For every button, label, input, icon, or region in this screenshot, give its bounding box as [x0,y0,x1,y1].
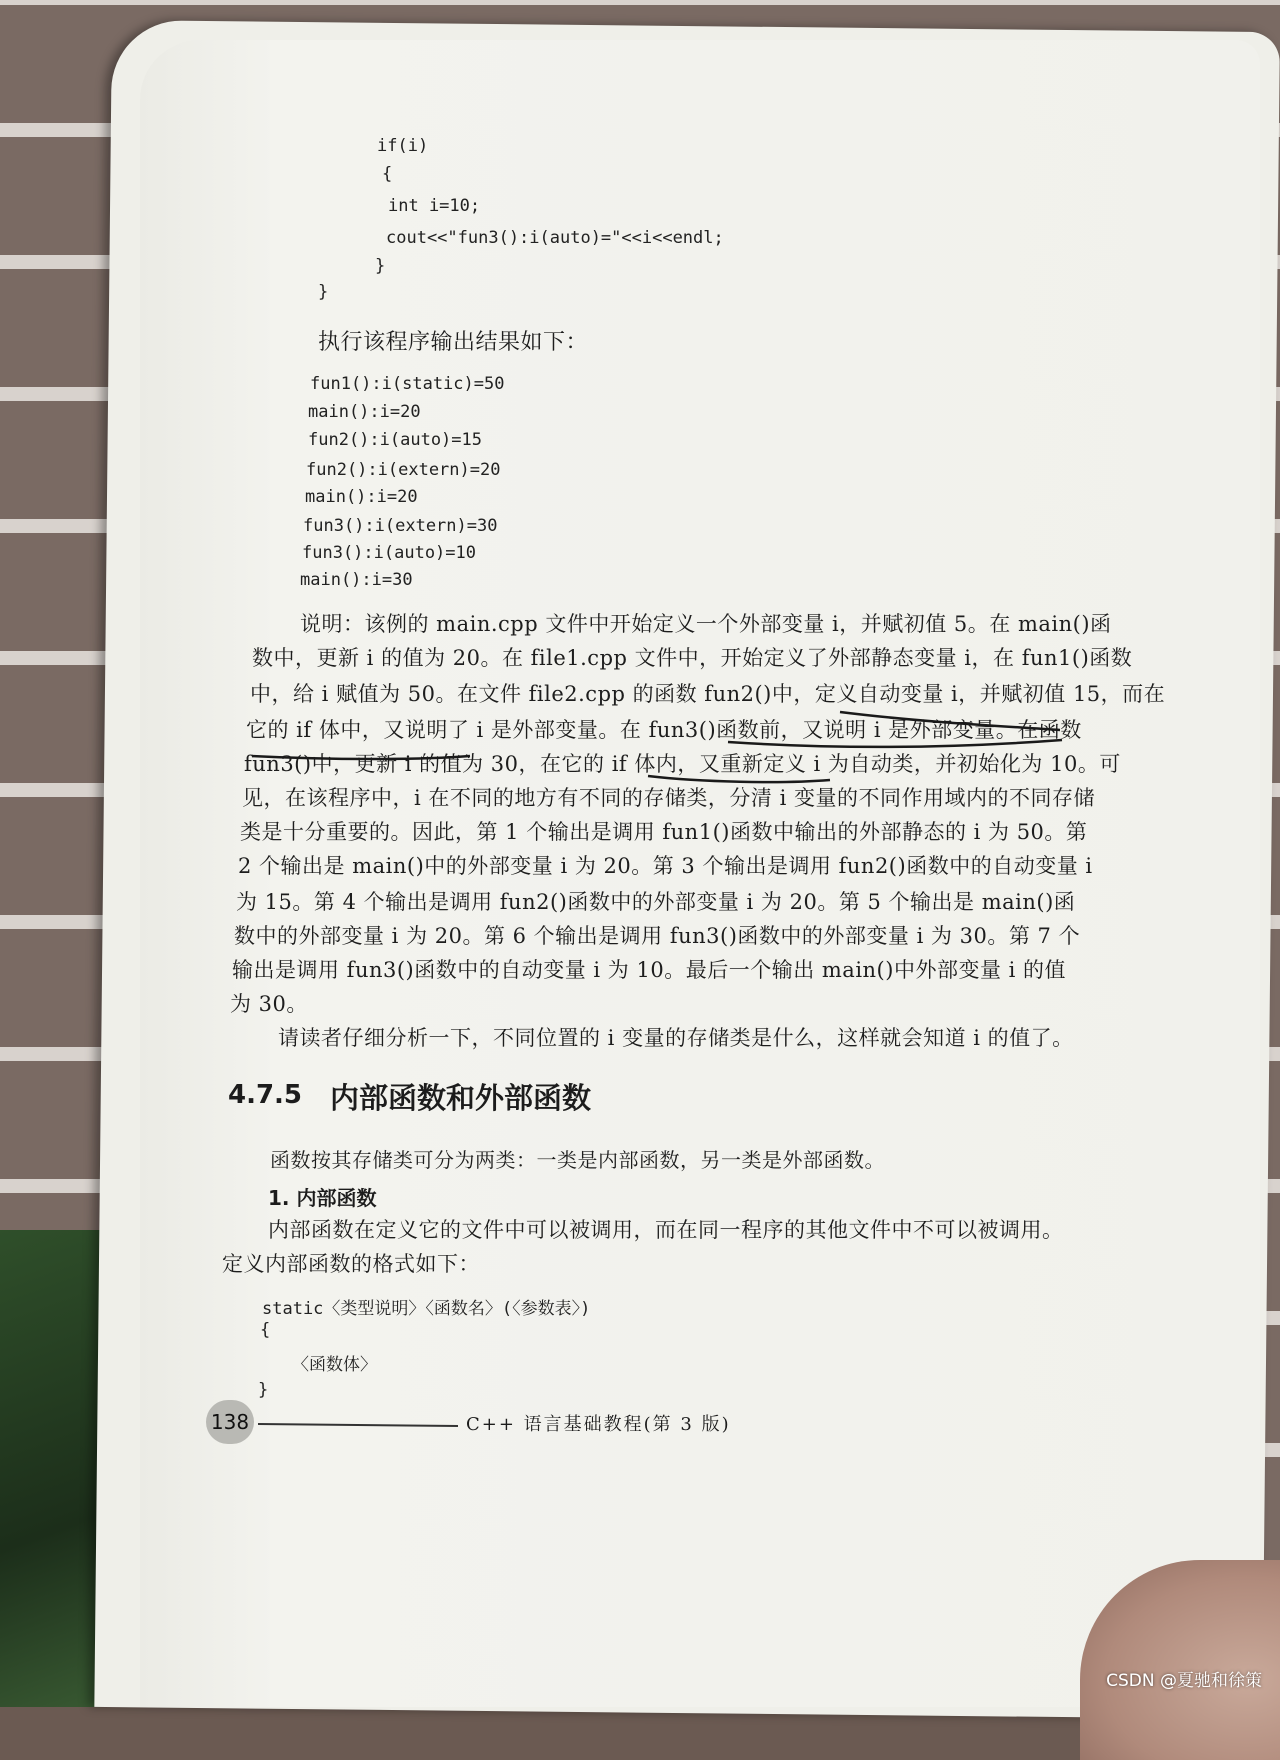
internal-desc-line: 内部函数在定义它的文件中可以被调用，而在同一程序的其他文件中不可以被调用。 [268,1218,1064,1242]
output-intro: 执行该程序输出结果如下： [318,330,589,355]
output-line: main():i=20 [308,402,421,422]
output-line: main():i=20 [305,487,418,507]
explanation-line: 2 个输出是 main()中的外部变量 i 为 20。第 3 个输出是调用 fun2()函数中的自动变量 i [238,854,1093,878]
code-line: } [318,282,329,302]
format-code-line: static〈类型说明〉〈函数名〉(〈参数表〉) [262,1299,591,1319]
output-line: fun2():i(extern)=20 [306,460,501,480]
explanation-line: 为 30。 [230,992,308,1016]
explanation-line: 它的 if 体中，又说明了 i 是外部变量。在 fun3()函数前，又说明 i 是外部变量。在函数 [246,718,1082,742]
subsection-title: 1. 内部函数 [268,1186,377,1210]
output-line: fun2():i(auto)=15 [308,430,482,450]
book-title: C++ 语言基础教程(第 3 版) [466,1414,731,1435]
code-line: if(i) [377,136,429,156]
code-line: cout<<"fun3():i(auto)="<<i<<endl; [386,228,724,248]
explanation-line: 为 15。第 4 个输出是调用 fun2()函数中的外部变量 i 为 20。第 5 个输出是 main()函 [236,890,1076,914]
explanation-line: 数中的外部变量 i 为 20。第 6 个输出是调用 fun3()函数中的外部变量 i 为 30。第 7 个 [234,924,1081,948]
footer-rule [258,1423,458,1427]
explanation-line: fun3()中，更新 i 的值为 30，在它的 if 体内，又重新定义 i 为自动类，并初始化为 10。可 [244,752,1121,776]
output-line: main():i=30 [300,570,413,590]
page-number-badge [206,1400,254,1444]
code-line: { [382,164,393,184]
explanation-line: 见，在该程序中，i 在不同的地方有不同的存储类，分清 i 变量的不同作用域内的不同存储 [242,786,1095,810]
section-intro: 函数按其存储类可分为两类：一类是内部函数，另一类是外部函数。 [270,1148,885,1172]
explanation-line: 类是十分重要的。因此，第 1 个输出是调用 fun1()函数中输出的外部静态的 i 为 50。第 [240,820,1088,844]
output-line: fun3():i(auto)=10 [302,543,476,563]
code-line: int i=10; [388,196,481,216]
explanation-line: 数中，更新 i 的值为 20。在 file1.cpp 文件中，开始定义了外部静态变量 i，在 fun1()函数 [252,646,1133,670]
explanation-line: 中，给 i 赋值为 50。在文件 file2.cpp 的函数 fun2()中，定义自动变量 i，并赋初值 15，而在 [250,682,1166,706]
output-line: fun3():i(extern)=30 [303,516,498,536]
internal-desc-line: 定义内部函数的格式如下： [222,1252,480,1276]
book-page [140,40,1260,1707]
watermark: CSDN @夏驰和徐策 [1106,1671,1262,1691]
reader-note: 请读者仔细分析一下，不同位置的 i 变量的存储类是什么，这样就会知道 i 的值了。 [278,1026,1074,1050]
explanation-line: 说明：该例的 main.cpp 文件中开始定义一个外部变量 i，并赋初值 5。在 main()函 [300,612,1112,636]
explanation-line: 输出是调用 fun3()函数中的自动变量 i 为 10。最后一个输出 main()中外部变量 i 的值 [232,958,1067,982]
page-number: 138 [210,1410,250,1434]
format-code-line: 〈函数体〉 [292,1355,377,1375]
output-line: fun1():i(static)=50 [310,374,505,394]
section-title: 内部函数和外部函数 [330,1081,592,1115]
format-code-line: } [258,1380,269,1400]
code-line: } [375,256,386,276]
format-code-line: { [260,1320,271,1340]
section-number: 4.7.5 [228,1080,303,1110]
